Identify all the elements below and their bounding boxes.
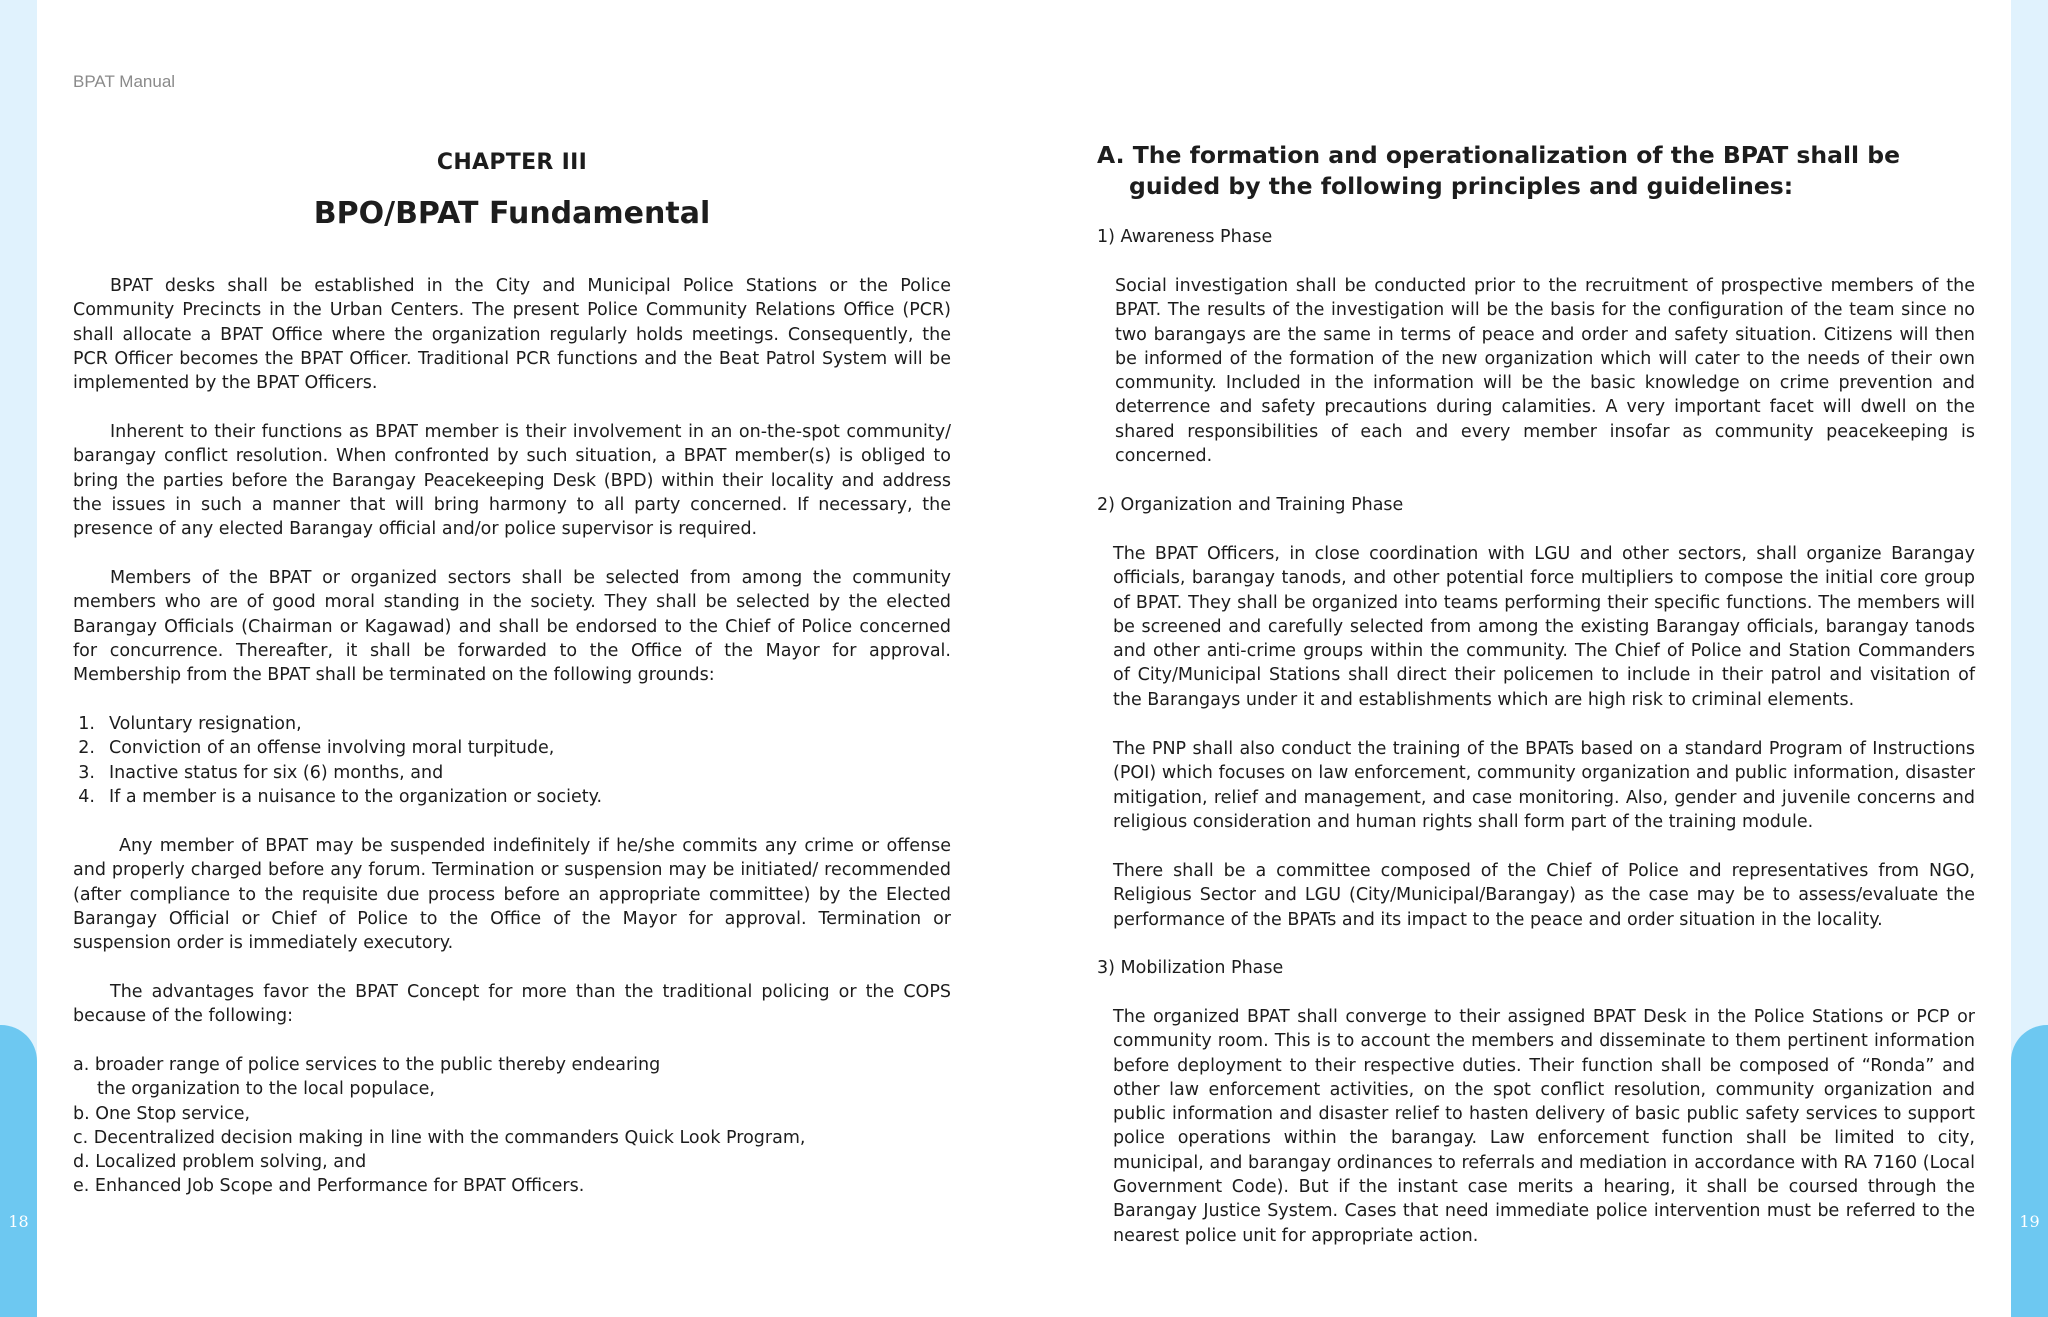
termination-grounds-list (73, 712, 951, 809)
list-item: 3. Inactive status for six (6) months, and (78, 762, 444, 783)
chapter-label: CHAPTER III (436, 150, 588, 175)
paragraph-bpat-desks: BPAT desks shall be established in the City and Municipal Police Stations or the Police Community Precincts in the Urban Centers. The present Police Community Relations Office (PCR) shall allocate a BPAT Office where the organization regularly holds meetings. Consequently, the PCR Officer becomes the BPAT Officer. Traditional PCR functions and the Beat Patrol System will be implemented by the BPAT Officers. (73, 276, 951, 394)
section-heading-a: A. The formation and operationalization of the BPAT shall be guided by the following principles and guidelines: (1097, 141, 1901, 200)
phase-1-text: Social investigation shall be conducted prior to the recruitment of prospective members of the BPAT. The results of the investigation will be the basis for the configuration of the team since no two barangays are the same in terms of peace and order and safety situation. Citizens will then be informed of the formation of the new organization which will cater to the needs of their own community. Included in the information will be the basic knowledge on crime prevention and deterrence and safety precautions during calamities. A very important facet will dwell on the shared responsibilities of each and every member insofar as community peacekeeping is concerned. (1115, 276, 1975, 467)
list-item: c. Decentralized decision making in line with the commanders Quick Look Program, (73, 1127, 806, 1148)
list-item: d. Localized problem solving, and (73, 1152, 367, 1173)
list-item: the organization to the local populace, (97, 1079, 435, 1100)
paragraph-advantages: The advantages favor the BPAT Concept for more than the traditional policing or the COPS because of the following: (73, 982, 951, 1027)
paragraph-membership: Members of the BPAT or organized sectors shall be selected from among the community members who are of good moral standing in the society. They shall be selected by the elected Barangay Officials (Chairman or Kagawad) and shall be endorsed to the Chief of Police concerned for concurrence. Thereafter, it shall be forwarded to the Office of the Mayor for approval. Membership from the BPAT shall be terminated on the following grounds: (73, 568, 951, 686)
right-page-number-tab (2011, 1025, 2048, 1317)
phase-2-text-training: The PNP shall also conduct the training of the BPATs based on a standard Program of Instructions (POI) which focuses on law enforcement, community organization and public information, disaster mitigation, relief and management, and case monitoring. Also, gender and juvenile concerns and religious consideration and human rights shall form part of the training module. (1113, 739, 1975, 832)
phase-2-text-committee: There shall be a committee composed of the Chief of Police and representatives from NGO, Religious Sector and LGU (City/Municipal/Barangay) as the case may be to assess/evaluate the performance of the BPATs and its impact to the peace and order situation in the locality. (1113, 861, 1975, 930)
phase-2-title: 2) Organization and Training Phase (1097, 495, 1404, 515)
list-item: 4. If a member is a nuisance to the organization or society. (78, 786, 603, 807)
page-number-right: 19 (2019, 1212, 2040, 1231)
list-item: 1. Voluntary resignation, (78, 714, 302, 734)
list-item: a. broader range of police services to the public thereby endearing (73, 1055, 661, 1075)
running-header: BPAT Manual (73, 72, 176, 91)
left-page-number-tab (0, 1025, 37, 1317)
phase-2-text-organization: The BPAT Officers, in close coordination with LGU and other sectors, shall organize Barangay officials, barangay tanods, and other potential force multipliers to compose the initial core group of BPAT. They shall be organized into teams performing their specific functions. The members will be screened and carefully selected from among the existing Barangay officials, barangay tanods and other anti-crime groups within the community. The Chief of Police and Station Commanders of City/Municipal Stations shall direct their policemen to include in their patrol and visitation of the Barangays under it and establishments which are high risk to criminal elements. (1113, 544, 1975, 710)
paragraph-suspension: Any member of BPAT may be suspended indefinitely if he/she commits any crime or offense and properly charged before any forum. Termination or suspension may be initiated/ recommended (after compliance to the requisite due process before an appropriate committee) by the Elected Barangay Official or Chief of Police to the Office of the Mayor for approval. Termination or suspension order is immediately executory. (73, 836, 951, 954)
advantages-list (73, 1053, 951, 1199)
page-number-left: 18 (8, 1212, 29, 1231)
phase-3-title: 3) Mobilization Phase (1097, 958, 1284, 978)
phase-3-text: The organized BPAT shall converge to their assigned BPAT Desk in the Police Stations or PCP or community room. This is to account the members and disseminate to them pertinent information before deployment to their respective duties. Their function shall be composed of “Ronda” and other law enforcement activities, on the spot conflict resolution, community organization and public information and disaster relief to hasten delivery of basic public safety services to support police operations within the barangay. Law enforcement function shall be limited to city, municipal, and barangay ordinances to referrals and mediation in accordance with RA 7160 (Local Government Code). But if the instant case merits a hearing, it shall be coursed through the Barangay Justice System. Cases that need immediate police intervention must be referred to the nearest police unit for appropriate action. (1113, 1007, 1975, 1246)
paragraph-conflict-resolution: Inherent to their functions as BPAT member is their involvement in an on-the-spot community/ barangay conflict resolution. When confronted by such situation, a BPAT member(s) is obliged to bring the parties before the Barangay Peacekeeping Desk (BPD) within their locality and address the issues in such a manner that will bring harmony to all party concerned. If necessary, the presence of any elected Barangay official and/or police supervisor is required. (73, 422, 951, 540)
list-item: 2. Conviction of an offense involving moral turpitude, (78, 738, 555, 759)
list-item: b. One Stop service, (73, 1103, 251, 1124)
list-item: e. Enhanced Job Scope and Performance for BPAT Officers. (73, 1176, 585, 1197)
phase-1-title: 1) Awareness Phase (1097, 227, 1273, 247)
chapter-title: BPO/BPAT Fundamental (313, 196, 711, 231)
